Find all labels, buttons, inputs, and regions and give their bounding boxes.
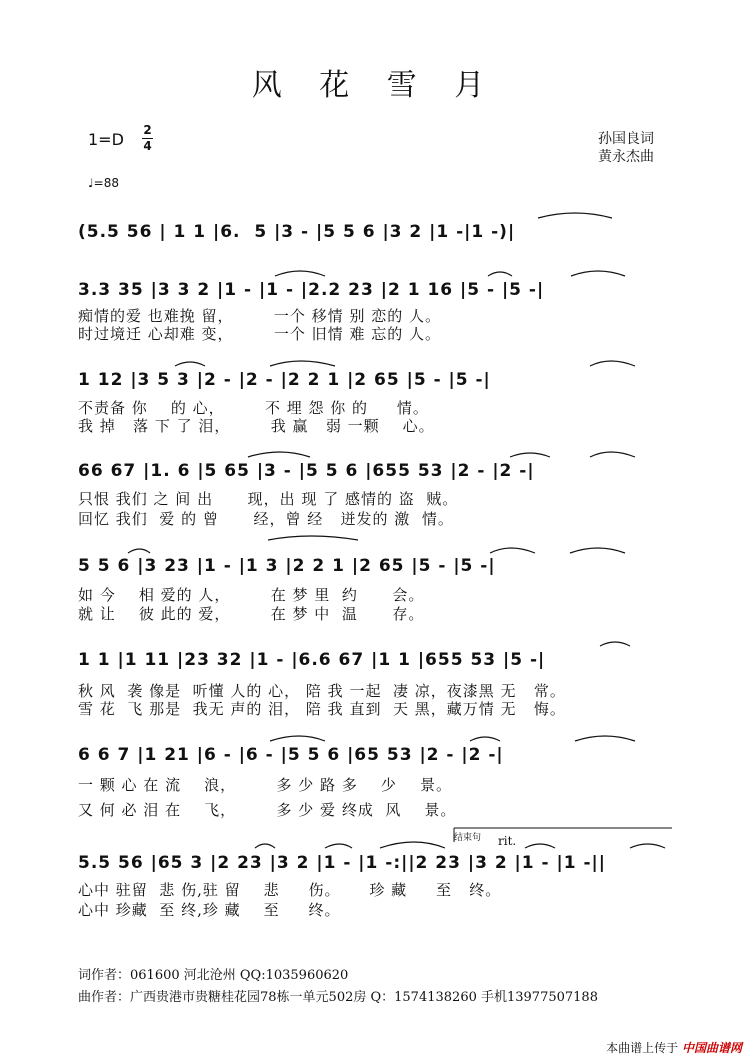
tempo-mark: ♩=88 [88,176,119,190]
lyric-verse-1: 痴情的爱 也难挽 留， 一个 移情 别 恋的 人。 [78,307,441,325]
lyric-verse-2: 雪 花 飞 那是 我无 声的 泪， 陪 我 直到 天 黑，藏万情 无 悔。 [78,700,566,718]
ending-label: 结束句 [454,833,482,843]
notation-text: (5.5 56 | 1 1 |6. 5 |3 - |5 5 6 |3 2 |1 -|1 -)| [78,222,516,242]
lyric-verse-1: 一 颗 心 在 流 浪， 多 少 路 多 少 景。 [78,776,452,794]
lyric-verse-1: 心中 驻留 悲 伤,驻 留 悲 伤。 珍 藏 至 终。 [78,881,502,899]
lyric-verse-1: 如 今 相 爱的 人， 在 梦 里 约 会。 [78,586,425,604]
lyricist-contact: 词作者：061600 河北沧州 QQ:1035960620 [78,968,349,983]
notation-text: 5.5 56 |65 3 |2 23 |3 2 |1 - |1 -:||2 23 |3 2 |1 - |1 -|| [78,853,606,873]
source-site: 中国曲谱网 [681,1041,742,1055]
lyric-verse-2: 我 掉 落 下 了 泪， 我 赢 弱 一颗 心。 [78,417,435,435]
time-signature-top: 2 [143,123,152,137]
notation-text: 3.3 35 |3 3 2 |1 - |1 - |2.2 23 |2 1 16 |5 - |5 -| [78,280,545,300]
song-title: 风 花 雪 月 [251,68,499,103]
lyric-verse-2: 时过境迁 心却难 变， 一个 旧情 难 忘的 人。 [78,325,441,343]
composer-credit: 黄永杰曲 [598,149,654,165]
lyric-verse-1: 只恨 我们 之 间 出 现，出 现 了 感情的 盗 贼。 [78,490,459,508]
lyric-verse-2: 又 何 必 泪 在 飞， 多 少 爱 终成 风 景。 [78,801,457,819]
notation-text: 5 5 6 |3 23 |1 - |1 3 |2 2 1 |2 65 |5 - |5 -| [78,556,496,576]
notation-text: 1 12 |3 5 3 |2 - |2 - |2 2 1 |2 65 |5 - |5 -| [78,370,491,390]
lyricist-credit: 孙国良词 [598,131,654,147]
notation-text: 66 67 |1. 6 |5 65 |3 - |5 5 6 |655 53 |2 - |2 -| [78,461,535,481]
lyric-verse-1: 不责备 你 的 心， 不 埋 怨 你 的 情。 [78,399,429,417]
source-watermark [606,1039,742,1056]
source-prefix: 本曲谱上传于 [606,1041,679,1055]
lyric-verse-2: 心中 珍藏 至 终,珍 藏 至 终。 [78,901,341,919]
lyric-verse-2: 回忆 我们 爱 的 曾 经，曾 经 迸发的 激 情。 [78,510,454,528]
key-signature: 1=D [88,130,124,149]
lyric-verse-1: 秋 风 袭 像是 听懂 人的 心， 陪 我 一起 凄 凉，夜漆黑 无 常。 [78,682,566,700]
lyric-verse-2: 就 让 彼 此的 爱， 在 梦 中 温 存。 [78,605,425,623]
time-signature-bottom: 4 [143,139,152,153]
ritardando-mark: rit. [498,834,517,848]
notation-text: 1 1 |1 11 |23 32 |1 - |6.6 67 |1 1 |655 53 |5 -| [78,650,546,670]
composer-contact: 曲作者：广西贵港市贵糖桂花园78栋一单元502房 Q：1574138260 手机13977507188 [78,990,598,1005]
notation-text: 6 6 7 |1 21 |6 - |6 - |5 5 6 |65 53 |2 - |2 -| [78,745,504,765]
